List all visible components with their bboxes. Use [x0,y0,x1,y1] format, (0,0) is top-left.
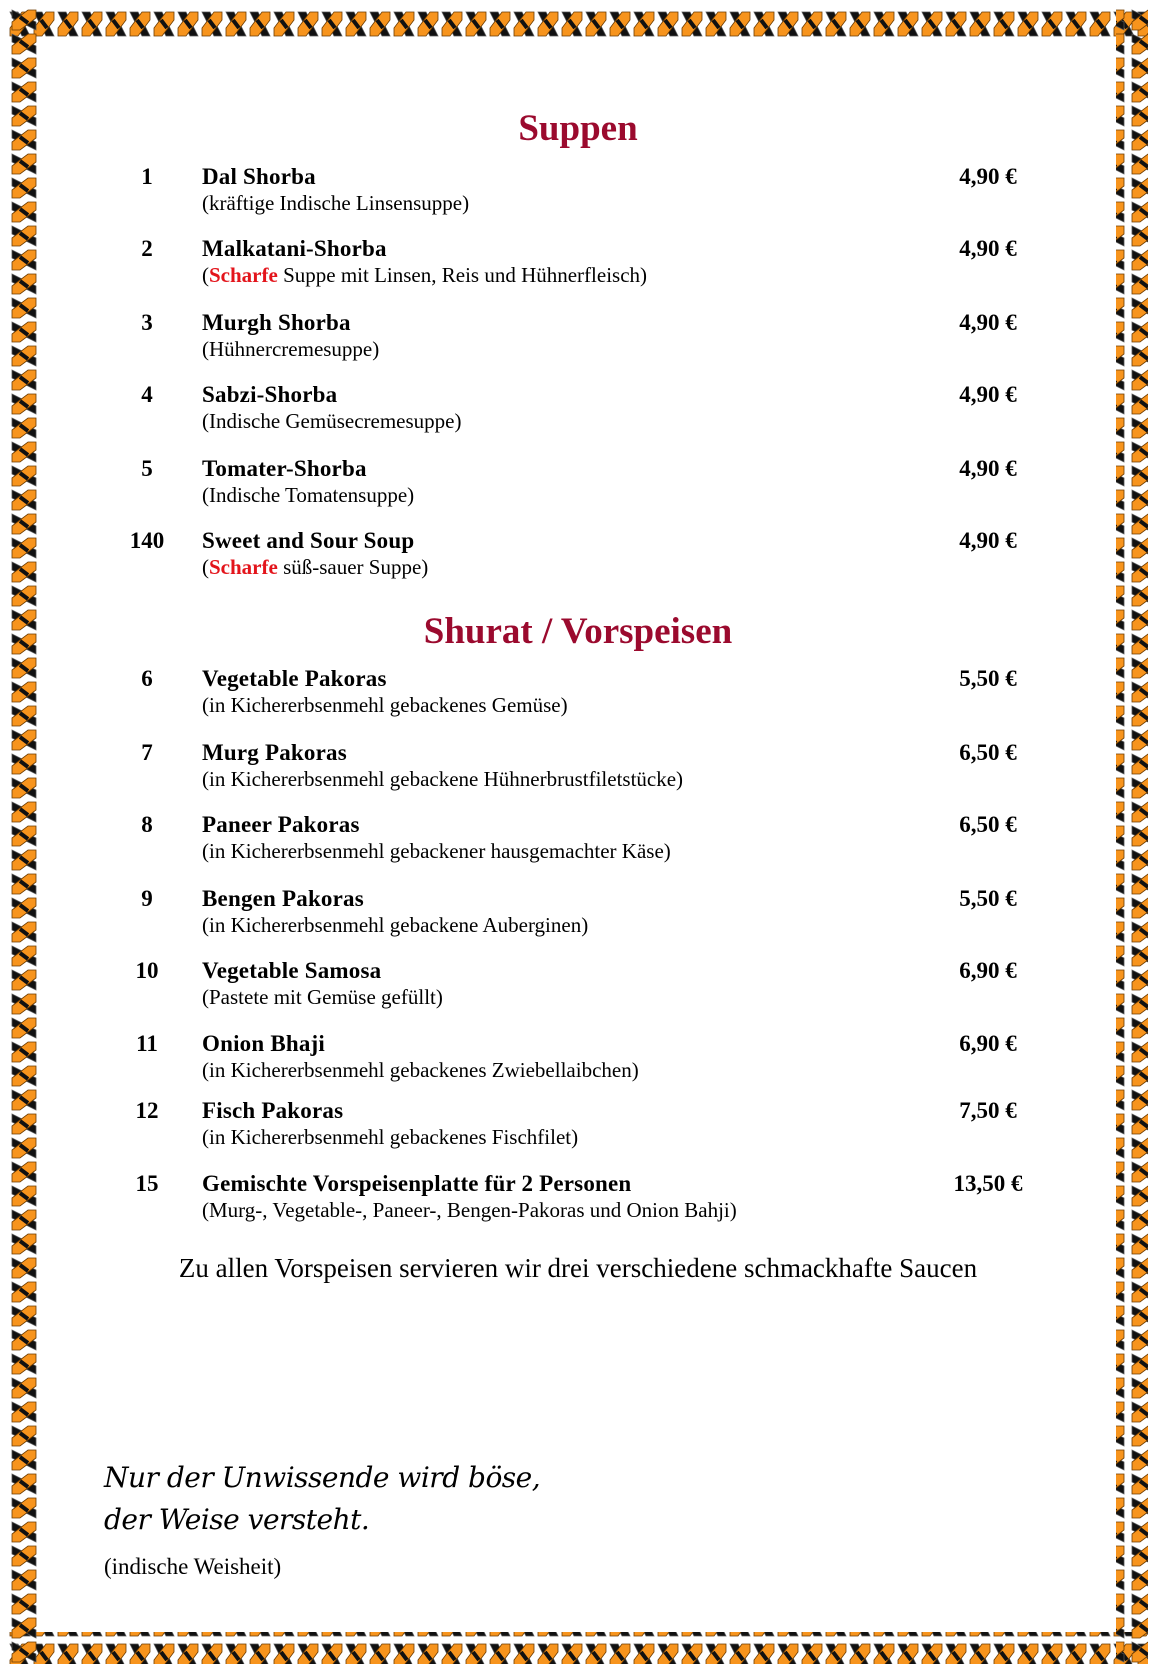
menu-item [0,885,1156,941]
item-description: (Pastete mit Gemüse gefüllt) [202,985,443,1009]
item-name: Vegetable Samosa [202,958,382,983]
item-price: 6,90 € [959,958,1017,983]
item-name: Paneer Pakoras [202,812,360,837]
item-name: Sabzi-Shorba [202,382,338,407]
menu-item [0,1097,1156,1153]
item-price: 5,50 € [959,666,1017,691]
item-number: 12 [135,1098,159,1123]
menu-item [0,309,1156,365]
item-description [202,554,428,580]
item-name: Vegetable Pakoras [202,666,387,691]
menu-item [0,455,1156,511]
item-number: 15 [135,1171,159,1196]
menu-item [0,1170,1156,1226]
item-description: (Indische Tomatensuppe) [202,483,415,507]
item-price: 5,50 € [959,886,1017,911]
item-number: 7 [141,740,153,765]
menu-item [0,811,1156,867]
item-price: 6,50 € [959,740,1017,765]
border-top [8,8,1148,40]
border-bottom [8,1632,1148,1664]
item-price: 4,90 € [959,456,1017,481]
item-description: (in Kichererbsenmehl gebackenes Gemüse) [202,693,568,717]
desc-prefix: ( [202,555,209,579]
item-description: (in Kichererbsenmehl gebackene Hühnerbrustfiletstücke) [202,767,684,791]
menu-item [0,163,1156,219]
item-number: 6 [141,666,153,691]
item-price: 13,50 € [953,1171,1023,1196]
spicy-label: Scharfe [209,555,278,579]
item-price: 7,50 € [959,1098,1017,1123]
menu-item [0,381,1156,437]
menu-item [0,235,1156,291]
item-price: 6,50 € [959,812,1017,837]
item-description: (Indische Gemüsecremesuppe) [202,409,462,433]
item-name: Dal Shorba [202,164,316,189]
item-name: Fisch Pakoras [202,1098,344,1123]
menu-item [0,739,1156,795]
item-price: 4,90 € [959,310,1017,335]
desc-text: Suppe mit Linsen, Reis und Hühnerfleisch) [277,263,648,287]
item-number: 9 [141,886,153,911]
item-number: 4 [141,382,153,407]
item-description: (in Kichererbsenmehl gebackenes Fischfilet) [202,1125,579,1149]
menu-item [0,665,1156,721]
item-name: Malkatani-Shorba [202,236,387,261]
item-description: (in Kichererbsenmehl gebackenes Zwiebellaibchen) [202,1058,639,1082]
sauce-note: Zu allen Vorspeisen servieren wir drei verschiedene schmackhafte Saucen [178,1253,978,1283]
item-name: Tomater-Shorba [202,456,367,481]
item-description: (Hühnercremesuppe) [202,337,380,361]
menu-item [0,957,1156,1013]
quote-line-2: der Weise versteht. [104,1503,370,1536]
item-number: 10 [135,958,159,983]
item-description: (in Kichererbsenmehl gebackene Auberginen) [202,913,589,937]
item-number: 11 [136,1031,158,1056]
desc-prefix: ( [202,263,209,287]
item-number: 3 [141,310,153,335]
menu-item [0,1030,1156,1086]
item-name: Sweet and Sour Soup [202,528,415,553]
item-price: 4,90 € [959,528,1017,553]
item-price: 4,90 € [959,164,1017,189]
item-number: 2 [141,236,153,261]
item-name: Murg Pakoras [202,740,347,765]
item-description: (in Kichererbsenmehl gebackener hausgemachter Käse) [202,839,671,863]
spicy-label: Scharfe [209,263,278,287]
quote-attribution: (indische Weisheit) [104,1554,282,1579]
item-name: Bengen Pakoras [202,886,364,911]
section-title: Shurat / Vorspeisen [423,611,733,652]
item-price: 6,90 € [959,1031,1017,1056]
item-price: 4,90 € [959,236,1017,261]
item-description: (kräftige Indische Linsensuppe) [202,191,470,215]
desc-text: süß-sauer Suppe) [277,555,429,579]
menu-item [0,527,1156,583]
item-number: 8 [141,812,153,837]
item-number: 1 [141,164,153,189]
quote-line-1: Nur der Unwissende wird böse, [104,1461,541,1494]
item-price: 4,90 € [959,382,1017,407]
item-name: Gemischte Vorspeisenplatte für 2 Personen [202,1171,632,1196]
item-number: 140 [129,528,165,553]
item-name: Onion Bhaji [202,1031,325,1056]
item-name: Murgh Shorba [202,310,351,335]
item-description [202,262,647,288]
section-title: Suppen [518,108,638,149]
item-number: 5 [141,456,153,481]
item-description: (Murg-, Vegetable-, Paneer-, Bengen-Pakoras und Onion Bahji) [202,1198,737,1222]
